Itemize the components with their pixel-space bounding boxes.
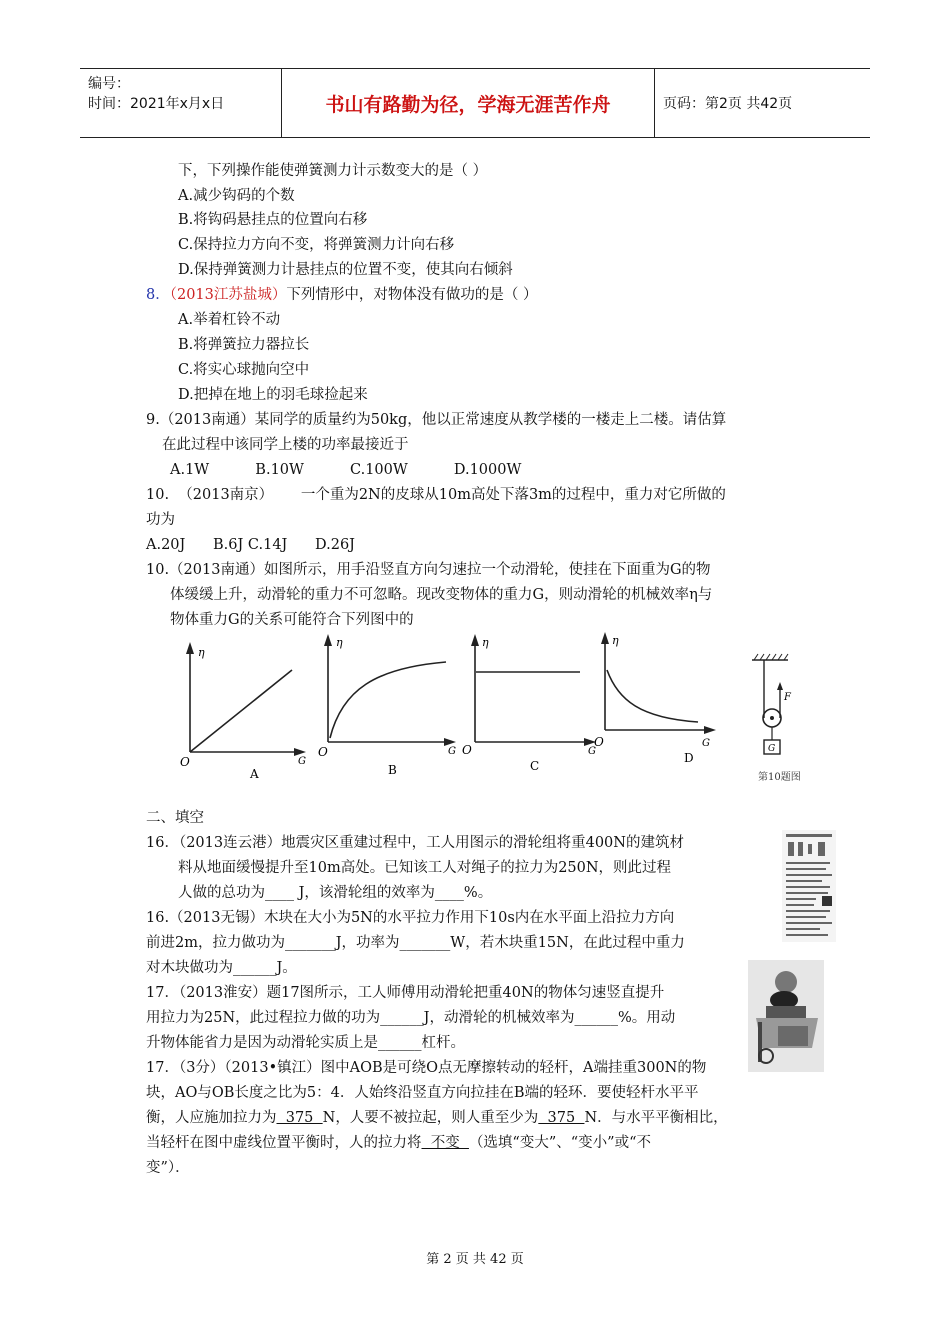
q17a-line1: 17．（2013淮安）题17图所示，工人师傅用动滑轮把重40N的物体匀速竖直提升 <box>146 985 665 1001</box>
q8-option-c: C.将实心球抛向空中 <box>178 362 310 378</box>
q10b-line1: 10.（2013南通）如图所示，用手沿竖直方向匀速拉一个动滑轮，使挂在下面重为G的物 <box>146 562 711 578</box>
q10a-options: A.20J B.6J C.14J D.26J <box>146 537 355 553</box>
graph-d-eta-label: η <box>612 634 619 647</box>
graph-d <box>594 632 716 765</box>
number-label: 编号： <box>88 76 130 92</box>
q17b-line3 <box>146 1108 728 1128</box>
q10a-line2: 功为 <box>146 512 175 528</box>
graph-c-letter: C <box>530 759 540 773</box>
q17b-line3-text-a: 衡，人应施加拉力为 <box>146 1110 277 1126</box>
date-label: 时间：2021年x月x日 <box>88 96 225 112</box>
pulley-group-figure <box>782 830 836 942</box>
graph-c <box>462 634 596 773</box>
graph-a-letter: A <box>250 767 259 781</box>
q17b-line2: 块，AO与OB长度之比为5：4．人始终沿竖直方向拉挂在B端的轻环．要使轻杆水平平 <box>146 1085 699 1101</box>
graph-c-origin-label: O <box>462 743 472 757</box>
q10b-line3: 物体重力G的关系可能符合下列图中的 <box>170 612 414 628</box>
graph-b-origin-label: O <box>318 745 328 759</box>
q10a-line1: 10. （2013南京） 一个重为2N的皮球从10m高处下落3m的过程中，重力对它所做的 <box>146 487 726 503</box>
pulley-weight-label: G <box>768 744 776 754</box>
q17b-answer-change: 不变 <box>421 1135 469 1151</box>
graph-b-eta-label: η <box>336 636 343 649</box>
q7-stem: 下，下列操作能使弹簧测力计示数变大的是（ ） <box>178 163 488 179</box>
graph-d-origin-label: O <box>594 735 604 749</box>
q16a-line3: 人做的总功为____ J，该滑轮组的效率为____%。 <box>178 885 493 901</box>
header-left-cell <box>80 69 282 137</box>
pulley-diagram <box>752 654 801 783</box>
q16b-line3: 对木块做功为______J。 <box>146 960 297 976</box>
graph-a-eta-label: η <box>198 646 205 659</box>
q9-options: A.1W B.10W C.100W D.1000W <box>170 462 522 478</box>
q17b-line4-text-a: 当轻杆在图中虚线位置平衡时，人的拉力将 <box>146 1135 422 1151</box>
q8-line <box>146 285 538 305</box>
q16b-line1: 16.（2013无锡）木块在大小为5N的水平拉力作用下10s内在水平面上沿拉力方向 <box>146 910 675 926</box>
graph-d-g-label: G <box>702 738 710 749</box>
q17b-line4 <box>146 1133 651 1153</box>
page-header <box>80 68 870 138</box>
q17b-line3-text-c: N．与水平平衡相比， <box>584 1110 728 1126</box>
graph-c-eta-label: η <box>482 636 489 649</box>
q7-option-a: A.减少钩码的个数 <box>178 188 295 204</box>
q8-source: （2013江苏盐城） <box>169 287 287 303</box>
graph-c-g-label: G <box>588 746 596 757</box>
q7-option-c: C.保持拉力方向不变，将弹簧测力计向右移 <box>178 237 455 253</box>
section-2-heading: 二、填空 <box>146 810 204 826</box>
pulley-force-label: F <box>784 692 791 703</box>
q7-option-b: B.将钩码悬挂点的位置向右移 <box>178 212 368 228</box>
efficiency-graphs-figure <box>170 630 830 790</box>
q9-line1: 9.（2013南通）某同学的质量约为50kg，他以正常速度从教学楼的一楼走上二楼。请估算 <box>146 412 727 428</box>
graph-b-letter: B <box>388 763 397 777</box>
q8-option-b: B.将弹簧拉力器拉长 <box>178 337 310 353</box>
worker-pulley-photo <box>748 960 824 1072</box>
q16a-line2: 料从地面缓慢提升至10m高处。已知该工人对绳子的拉力为250N，则此过程 <box>178 860 672 876</box>
graph-a <box>180 642 306 781</box>
q17a-line3: 升物体能省力是因为动滑轮实质上是______杠杆。 <box>146 1035 465 1051</box>
q9-line2: 在此过程中该同学上楼的功率最接近于 <box>162 437 409 453</box>
q8-option-d: D.把掉在地上的羽毛球捡起来 <box>178 387 368 403</box>
page-footer: 第 2 页 共 42 页 <box>426 1252 524 1267</box>
header-right-cell <box>655 69 870 137</box>
q8-number: 8． <box>146 287 170 303</box>
q17b-line3-text-b: N，人要不被拉起，则人重至少为 <box>322 1110 539 1126</box>
graph-b <box>318 634 456 777</box>
header-center-cell <box>282 69 655 137</box>
q8-stem: 下列情形中，对物体没有做功的是（ ） <box>286 287 538 303</box>
q17b-answer-weight: 375 <box>538 1110 585 1126</box>
q17b-line5: 变”）． <box>146 1160 190 1176</box>
q16a-line1: 16．（2013连云港）地震灾区重建过程中，工人用图示的滑轮组将重400N的建筑材 <box>146 835 684 851</box>
graph-a-origin-label: O <box>180 755 190 769</box>
q17a-line2: 用拉力为25N，此过程拉力做的功为______J，动滑轮的机械效率为______%。用动 <box>146 1010 676 1026</box>
q7-option-d: D.保持弹簧测力计悬挂点的位置不变，使其向右倾斜 <box>178 262 513 278</box>
motto: 书山有路勤为径，学海无涯苦作舟 <box>325 93 611 116</box>
graph-d-letter: D <box>684 751 694 765</box>
q8-option-a: A.举着杠铃不动 <box>178 312 281 328</box>
q17b-line1: 17．（3分）（2013•镇江）图中AOB是可绕O点无摩擦转动的轻杆，A端挂重300N的物 <box>146 1060 707 1076</box>
q16b-line2: 前进2m，拉力做功为_______J，功率为_______W，若木块重15N，在此过程中重力 <box>146 935 685 951</box>
q17b-line4-text-b: （选填“变大”、“变小”或“不 <box>468 1135 652 1151</box>
graph-a-g-label: G <box>298 756 306 767</box>
q10b-line2: 体缓缓上升，动滑轮的重力不可忽略。现改变物体的重力G，则动滑轮的机械效率η与 <box>170 587 713 603</box>
page-label: 页码：第2页 共42页 <box>663 96 793 112</box>
q17b-answer-force: 375 <box>276 1110 323 1126</box>
pulley-caption: 第10题图 <box>758 772 801 783</box>
graph-b-g-label: G <box>448 746 456 757</box>
